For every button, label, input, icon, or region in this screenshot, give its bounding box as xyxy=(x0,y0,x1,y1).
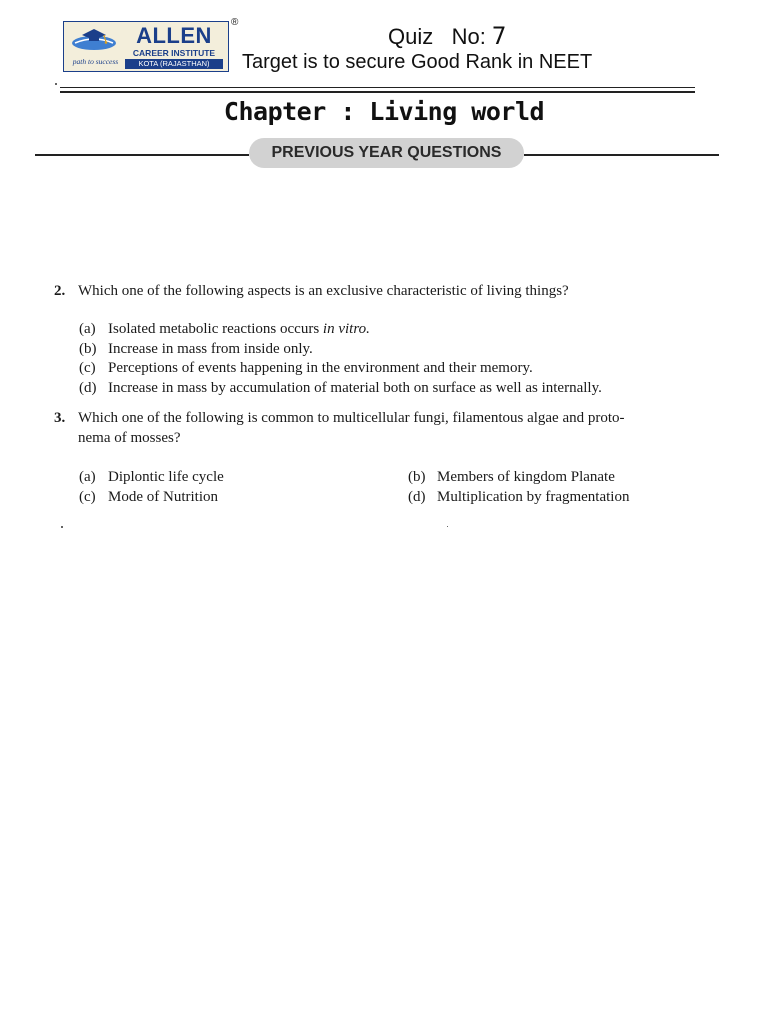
badge-line-right xyxy=(524,154,719,156)
logo-location-line: KOTA (RAJASTHAN) xyxy=(125,59,223,69)
badge-line-left xyxy=(35,154,249,156)
option-text: Members of kingdom Planate xyxy=(437,469,615,485)
logo-institute-line: CAREER INSTITUTE xyxy=(132,48,216,58)
logo-brand: ALLEN xyxy=(136,23,212,48)
option-label: (c) xyxy=(79,360,96,376)
option-label: (b) xyxy=(408,469,426,485)
quiz-header xyxy=(388,22,506,50)
option-3c xyxy=(79,487,218,507)
registered-mark: ® xyxy=(231,17,239,28)
quiz-number: 7 xyxy=(491,22,507,50)
option-3a xyxy=(79,467,224,487)
option-text: Perceptions of events happening in the environment and their memory. xyxy=(108,360,533,376)
target-text: Target is to secure Good Rank in NEET xyxy=(242,51,593,73)
question-3 xyxy=(54,408,734,448)
option-text-italic: in vitro. xyxy=(322,321,370,337)
option-text: Increase in mass from inside only. xyxy=(108,341,313,357)
header-rule-bottom xyxy=(60,91,695,93)
question-2 xyxy=(54,281,734,301)
option-label: (d) xyxy=(408,489,426,505)
option-3b xyxy=(408,467,615,487)
option-text: Isolated metabolic reactions occurs xyxy=(108,321,323,337)
option-3d xyxy=(408,487,629,507)
option-text: Mode of Nutrition xyxy=(108,489,218,505)
option-2b xyxy=(79,339,313,359)
option-label: (a) xyxy=(79,321,96,337)
option-label: (d) xyxy=(79,380,97,396)
option-text: Increase in mass by accumulation of material both on surface as well as internally. xyxy=(108,380,602,396)
option-text: Multiplication by fragmentation xyxy=(437,489,630,505)
section-badge-label: PREVIOUS YEAR QUESTIONS xyxy=(271,144,502,161)
question-text-line2: nema of mosses? xyxy=(78,430,181,446)
speck xyxy=(55,83,57,85)
question-text: Which one of the following aspects is an exclusive characteristic of living things? xyxy=(78,283,569,299)
option-text: Diplontic life cycle xyxy=(108,469,224,485)
graduation-cap-icon xyxy=(69,26,119,52)
option-label: (c) xyxy=(79,489,96,505)
allen-logo xyxy=(63,21,229,72)
question-number: 2. xyxy=(54,283,66,299)
logo-tagline: path to success xyxy=(72,57,119,66)
option-label: (b) xyxy=(79,341,97,357)
speck xyxy=(61,526,63,528)
header-rule-top xyxy=(60,87,695,88)
section-badge xyxy=(249,138,524,168)
option-label: (a) xyxy=(79,469,96,485)
option-2d xyxy=(79,378,602,398)
option-2c xyxy=(79,358,533,378)
quiz-label: Quiz No: xyxy=(388,24,486,49)
chapter-title: Chapter : Living world xyxy=(223,97,545,126)
speck xyxy=(447,526,448,527)
question-number: 3. xyxy=(54,410,66,426)
option-2a xyxy=(79,319,370,339)
question-text-line1: Which one of the following is common to multicellular fungi, filamentous algae and proto- xyxy=(78,410,625,426)
